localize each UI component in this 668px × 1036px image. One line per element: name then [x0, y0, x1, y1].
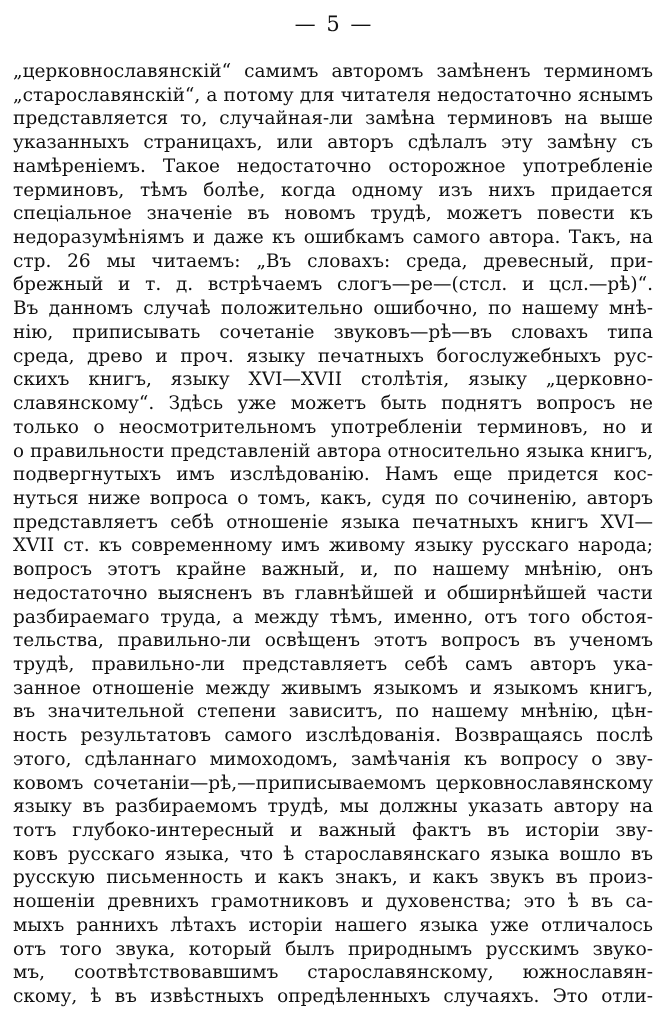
text-line: въ значительной степени зависитъ, по нашему мнѣнію, цѣн-	[13, 701, 653, 723]
text-line: ковомъ сочетаніи—рѣ,—приписываемомъ церковнославянскому	[13, 772, 653, 794]
text-line: „старославянскій“, а потому для читателя недостаточно яснымъ	[13, 84, 653, 106]
text-line: тотъ глубоко-интересный и важный фактъ въ исторіи зву-	[13, 820, 653, 841]
text-line: мъ, соотвѣтствовавшимъ старославянскому, южнославян-	[13, 962, 653, 984]
text-line: занное отношеніе между живымъ языкомъ и языкомъ книгъ,	[13, 677, 653, 699]
text-line: спеціальное значеніе въ новомъ трудѣ, можетъ повести къ	[13, 203, 653, 225]
text-line: трудѣ, правильно-ли представляетъ себѣ самъ авторъ ука-	[13, 653, 653, 675]
text-line: тельства, правильно-ли освѣщенъ этотъ вопросъ въ ученомъ	[13, 630, 653, 652]
text-line: русскую письменность и какъ знакъ, и какъ звукъ въ произ-	[13, 867, 653, 889]
text-line: нію, приписывать сочетаніе звуковъ—рѣ—въ словахъ типа	[13, 321, 653, 343]
text-line: XVII ст. къ современному имъ живому языку русскаго народа;	[13, 535, 653, 557]
text-line: представляется то, случайная-ли замѣна терминовъ на выше	[13, 108, 653, 130]
text-line: недоразумѣніямъ и даже къ ошибкамъ самого автора. Такъ, на	[13, 227, 653, 249]
text-line: языку въ разбираемомъ трудѣ, мы должны указать автору на	[13, 796, 653, 818]
text-line: нуться ниже вопроса о томъ, какъ, судя по сочиненію, авторъ	[13, 487, 653, 509]
text-line: указанныхъ страницахъ, или авторъ сдѣлалъ эту замѣну съ	[13, 132, 653, 154]
text-line: только о неосмотрительномъ употребленіи терминовъ, но и	[13, 416, 653, 438]
text-line: среда, древо и проч. языку печатныхъ богослужебныхъ рус-	[13, 345, 653, 367]
text-line: „церковнославянскій“ самимъ авторомъ замѣненъ терминомъ	[13, 61, 653, 82]
text-line: о правильности представленій автора относительно языка книгъ,	[13, 440, 653, 462]
text-line: скому, ѣ въ извѣстныхъ опредѣленныхъ случаяхъ. Это отли-	[13, 986, 653, 1008]
text-line: ношеніи древнихъ грамотниковъ и духовенства; это ѣ въ са-	[13, 891, 653, 913]
text-line: ковъ русскаго языка, что ѣ старославянскаго языка вошло въ	[13, 843, 653, 865]
text-line: представляетъ себѣ отношеніе языка печатныхъ книгъ XVI—	[13, 511, 653, 533]
text-line: Въ данномъ случаѣ положительно ошибочно, по нашему мнѣ-	[13, 298, 653, 320]
text-line: недостаточно выясненъ въ главнѣйшей и обширнѣйшей части	[13, 582, 653, 604]
text-line: славянскому“. Здѣсь уже можетъ быть поднятъ вопросъ не	[13, 393, 653, 415]
text-line: скихъ книгъ, языку XVI—XVII столѣтія, языку „церковно-	[13, 369, 653, 391]
text-line: намѣреніемъ. Такое недостаточно осторожное употребленіе	[13, 155, 653, 177]
text-line: подвергнутыхъ имъ изслѣдованію. Намъ еще придется кос-	[13, 464, 653, 486]
text-line: мыхъ раннихъ лѣтахъ исторіи нашего языка уже отличалось	[13, 914, 653, 936]
text-line: терминовъ, тѣмъ болѣе, когда одному изъ нихъ придается	[13, 179, 653, 201]
page-number: — 5 —	[294, 12, 374, 36]
body-text	[13, 60, 653, 1009]
text-line: вопросъ этотъ крайне важный, и, по нашему мнѣнію, онъ	[13, 559, 653, 581]
text-line: ность результатовъ самого изслѣдованія. Возвращаясь послѣ	[13, 725, 653, 747]
text-line: отъ того звука, который былъ природнымъ русскимъ звуко-	[13, 938, 653, 960]
text-line: стр. 26 мы читаемъ: „Въ словахъ: среда, древесный, при-	[13, 250, 653, 272]
text-line: разбираемаго труда, а между тѣмъ, именно, отъ того обстоя-	[13, 606, 653, 628]
text-line: брежный и т. д. встрѣчаемъ слогъ—ре—(стсл. и цсл.—рѣ)“.	[13, 274, 653, 296]
text-line: этого, сдѣланнаго мимоходомъ, замѣчанія къ вопросу о зву-	[13, 748, 653, 770]
